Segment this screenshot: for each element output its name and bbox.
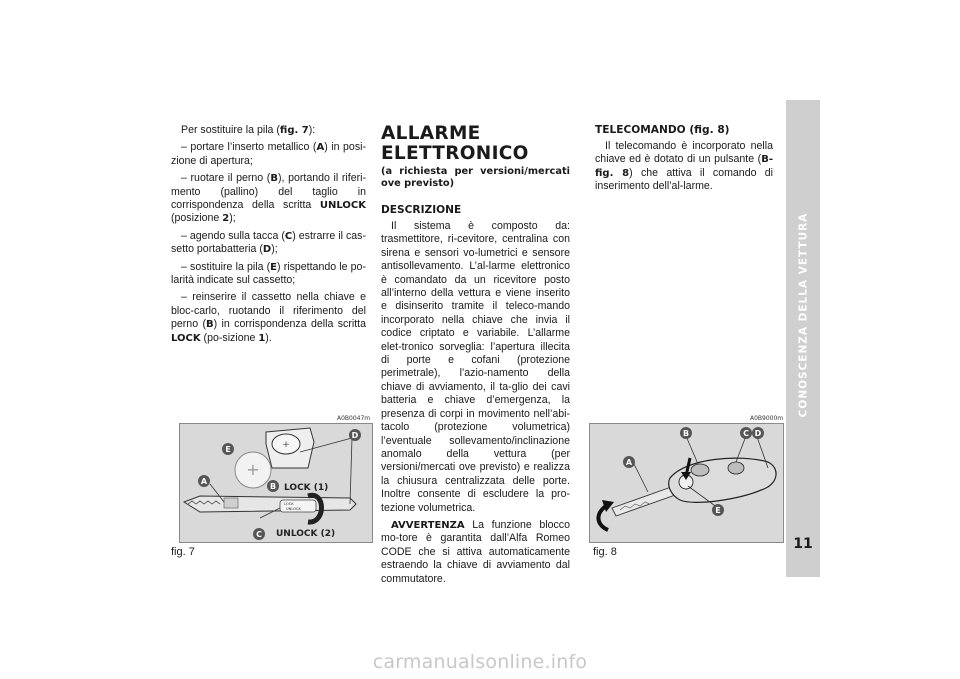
svg-text:A: A xyxy=(625,458,633,467)
section-title: ALLARME ELETTRONICO xyxy=(381,123,529,164)
figure-7 xyxy=(179,423,373,543)
step-1: – portare l’inserto metallico (A) in posi-zione di apertura; xyxy=(171,141,366,167)
column-right xyxy=(595,124,773,198)
lock-label: LOCK (1) xyxy=(284,483,329,493)
column-middle xyxy=(381,124,570,590)
svg-text:D: D xyxy=(754,429,762,438)
callout-c xyxy=(740,427,752,439)
subsection-heading: DESCRIZIONE xyxy=(381,204,462,216)
callout-b xyxy=(267,480,279,492)
step-4: – sostituire la pila (E) rispettando le po-larità indicate sul cassetto; xyxy=(171,260,366,287)
step-5: – reinserire il cassetto nella chiave e bloc-carlo, ruotando il riferimento del perno (B) in corrispondenza della scritta LOCK (po-sizione 1). xyxy=(171,291,366,344)
svg-text:+: + xyxy=(282,440,290,450)
callout-a xyxy=(198,475,210,487)
page-number: 11 xyxy=(793,536,813,552)
callout-d xyxy=(752,427,764,439)
svg-text:C: C xyxy=(743,429,749,438)
svg-text:E: E xyxy=(225,445,231,454)
small-lock-text: LOCK xyxy=(284,502,294,506)
callout-a xyxy=(623,456,635,468)
rotate-arrow xyxy=(598,500,614,530)
figure-7-caption: fig. 7 xyxy=(171,546,195,558)
figure-7-code: A0B0047m xyxy=(337,415,371,422)
key-battery-diagram xyxy=(180,424,372,542)
figure-8 xyxy=(589,423,784,543)
remote-body xyxy=(669,458,776,502)
column-left xyxy=(171,124,366,349)
svg-text:+: + xyxy=(246,460,260,479)
remote-key-diagram xyxy=(590,424,783,542)
description-body: Il sistema è composto da: trasmettitore, ri-cevitore, centralina con sirena e sensori vo-lumetrici e sensore antisollevamento. L’al-larme elettronico è comandato da un ricevitore posto all’interno della vettura e viene inserito e disinserito tramite il teleco-mando incorporato nella chiave che invia il codice criptato e variabile. L’allarme elet-tronico sorveglia: l’apertura illecita di porte e cofani (protezione perimetrale), l’azio-namento della chiave di avviamento, il ta-glio dei cavi batteria e chiave d’emergenza, la presenza di corpi in movimento nell’abi-tacolo (protezione volumetrica) l’eventuale sollevamento/inclinazione anomalo della vettura (per versioni/mercati ove previsto) e realizza la chiusura centralizzata delle porte. Inoltre consente di escludere la pro-tezione volumetrica. xyxy=(381,220,570,514)
callout-d xyxy=(349,429,361,441)
warning-paragraph: AVVERTENZA La funzione blocco mo-tore è garantita dall’Alfa Romeo CODE che si attiva automaticamente estraendo la chiave di avviamento dal commutatore. xyxy=(381,518,570,585)
svg-text:E: E xyxy=(715,506,721,515)
figure-8-caption: fig. 8 xyxy=(593,546,617,558)
svg-text:A: A xyxy=(200,477,208,486)
key-blade xyxy=(612,486,678,516)
battery-cell xyxy=(235,452,271,488)
svg-text:D: D xyxy=(351,431,359,440)
key-shape xyxy=(184,495,356,522)
svg-text:C: C xyxy=(256,530,262,539)
section-subtitle: (a richiesta per versioni/mercati ove previsto) xyxy=(381,166,570,189)
remote-heading: TELECOMANDO (fig. 8) xyxy=(595,124,730,136)
step-3: – agendo sulla tacca (C) estrarre il cas-setto portabatteria (D); xyxy=(171,229,367,256)
unlock-label: UNLOCK (2) xyxy=(276,529,336,539)
remote-body: Il telecomando è incorporato nella chiave ed è dotato di un pulsante (B-fig. 8) che attiva il comando di inserimento dell’al-larme. xyxy=(595,140,774,193)
figure-8-code: A0B9000m xyxy=(750,415,784,422)
callout-b xyxy=(680,427,692,439)
callout-e xyxy=(222,443,234,455)
callout-e xyxy=(712,504,724,516)
svg-text:B: B xyxy=(682,429,690,438)
step-2: – ruotare il perno (B), portando il riferi-mento (pallino) del taglio in corrispondenza della scritta UNLOCK (posizione 2); xyxy=(171,172,366,225)
watermark-text: carmanualsonline.info xyxy=(372,651,588,673)
battery-drawer xyxy=(266,428,314,468)
paragraph-intro: Per sostituire la pila (fig. 7): xyxy=(181,124,316,136)
small-unlock-text: UNLOCK xyxy=(286,507,301,511)
callout-c xyxy=(253,528,265,540)
chapter-title: CONOSCENZA DELLA VETTURA xyxy=(797,212,809,418)
svg-text:B: B xyxy=(269,482,277,491)
